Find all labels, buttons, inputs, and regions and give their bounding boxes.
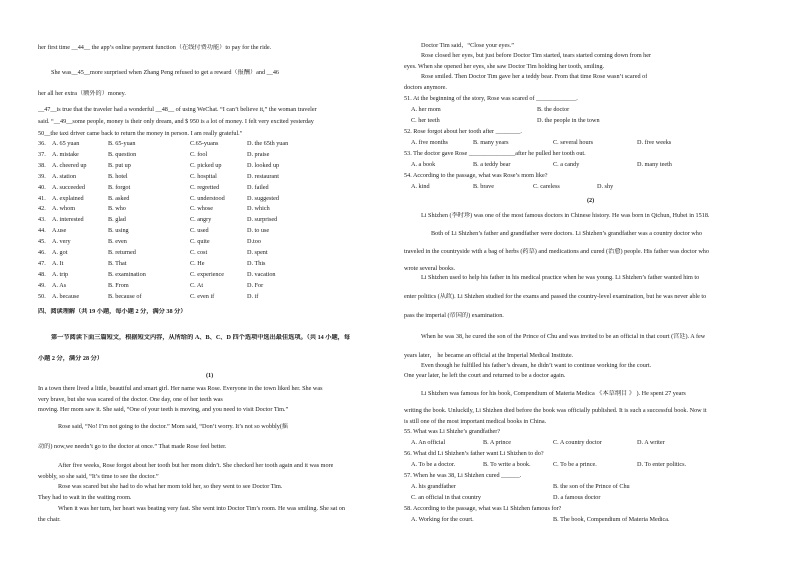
option-c: C. fool (190, 150, 208, 158)
option-c: C. whose (190, 205, 214, 213)
story-line: moving. Her mom saw it. She said, “One of your teeth is moving, and you need to visit Doctor Tim.” (38, 406, 289, 413)
answer-option: C. her teeth (411, 117, 440, 124)
story-line: Rose was scared but she had to do what her mom told her, so they went to see Doctor Tim. (58, 483, 283, 490)
answer-option: D. A writer (637, 439, 665, 446)
passage-line: wrote several books. (404, 265, 456, 272)
passage-line: One year later, he left the court and returned to be a doctor again. (404, 372, 566, 379)
passage-line-5: said. “__49__some people, money is their only dream, and $ 950 is a lot of money. I felt very excited yesterday (38, 118, 314, 125)
answer-option: A. An official (411, 439, 446, 446)
passage-line: Even though he fulfilled his father’s dream, he didn’t want to continue working for the court. (421, 362, 652, 369)
answer-option: C. To be a prince. (553, 461, 597, 468)
story-line: the chair. (38, 516, 61, 523)
option-number: 40. (38, 183, 46, 191)
story-line: When it was her turn, her heart was beating very fast. She went into Doctor Tim’s room. He was smiling. She sat on (58, 505, 345, 512)
option-d: D. This (247, 259, 266, 267)
answer-option: A. five months (411, 139, 448, 146)
answer-option: C. careless (533, 183, 560, 190)
option-d: D. which (247, 205, 270, 213)
option-number: 45. (38, 238, 46, 246)
passage-line: When he was 38, he cured the son of the Prince of Chu and was invited to be an official in that court (宫廷). A few (421, 333, 706, 340)
option-a: A. very (52, 238, 71, 246)
option-b: B. using (108, 227, 129, 235)
passage-line: years later， he became an official at the Imperial Medical Institute. (404, 352, 574, 359)
story-line: In a town there lived a little, beautiful and smart girl. Her name was Rose. Everyone in the town liked her. She was (38, 385, 323, 392)
option-number: 41. (38, 194, 46, 202)
option-c: C.65-yuans (190, 140, 219, 147)
option-d: D. failed (247, 183, 269, 191)
story-line: Doctor Tim said，“Close your eyes.” (421, 42, 514, 49)
option-c: C. quite (190, 238, 210, 246)
option-c: C. At (190, 281, 204, 289)
answer-option: A. her mom (411, 106, 441, 113)
option-number: 44. (38, 227, 46, 235)
option-c: C. hospital (190, 172, 217, 180)
option-d: D. if (247, 292, 259, 300)
passage-line-1: her first time __44__ the app’s online payment function（在线付费功能）to pay for the ride. (38, 44, 272, 51)
passage-number-2: (2) (587, 197, 595, 204)
answer-option: B. The book, Compendium of Materia Medica. (553, 516, 670, 523)
option-d: D. looked up (247, 161, 280, 169)
option-b: B. even (108, 238, 127, 246)
section-instruction-2: 小题 2 分，满分 28 分） (38, 355, 103, 362)
option-a: A. whom (52, 205, 76, 213)
answer-option: D. the people in the town (537, 117, 600, 124)
option-a: A. It (52, 259, 64, 267)
option-b: B. hotel (108, 172, 128, 180)
question-stem: 57. When he was 38, Li Shizhen cured ______. (404, 472, 522, 479)
passage-line: Both of Li Shizhen’s father and grandfather were doctors. Li Shizhen’s grandfather was a country doctor who (431, 230, 702, 237)
passage-line-3: her all her extra（额外的）money. (38, 90, 126, 97)
option-d: D. surprised (247, 216, 278, 224)
story-line: Rose smiled. Then Doctor Tim gave her a teddy bear. From that time Rose wasn’t scared of (421, 73, 648, 80)
question-stem: 53. The doctor gave Rose _______________after he pulled her tooth out. (404, 150, 586, 157)
option-d: D. For (247, 281, 264, 289)
answer-option: A. To be a doctor. (411, 461, 456, 468)
answer-option: D. a famous doctor (553, 494, 601, 501)
passage-line: Li Shizhen (李时珍) was one of the most famous doctors in Chinese history. He was born in Qichun, Hubei in 1518. (421, 212, 710, 219)
story-line: doctors anymore. (404, 84, 447, 91)
option-a: A. because (52, 292, 80, 300)
option-c: C. He (190, 259, 205, 267)
story-line: very brave, but she was scared of the doctor. One day, one of her teeth was (38, 396, 223, 403)
option-number: 39. (38, 172, 46, 180)
option-number: 46. (38, 249, 46, 256)
option-c: C. understood (190, 194, 225, 202)
option-number: 42. (38, 205, 46, 213)
question-stem: 58. According to the passage, what was Li Shizhen famous for? (404, 505, 562, 512)
option-d: D. spent (247, 249, 268, 256)
option-c: C. experience (190, 270, 225, 278)
option-b: B. because of (108, 292, 142, 300)
question-stem: 51. At the beginning of the story, Rose was scared of _____________. (404, 95, 578, 102)
option-b: B. who (108, 205, 126, 213)
answer-option: A. Working for the court. (411, 516, 474, 523)
option-b: B. That (108, 259, 127, 267)
option-a: A. 65 yuan (52, 140, 80, 147)
answer-option: D. shy (597, 183, 614, 190)
option-d: D. restaurant (247, 172, 279, 180)
question-stem: 56. What did Li Shizhen’s father want Li Shizhen to do? (404, 450, 544, 457)
option-a: A. station (52, 172, 77, 180)
option-a: A. As (52, 281, 67, 289)
passage-line: Li Shizhen was famous for his book, Compendium of Materia Medica 《本草纲目 》 ). He spent 27 years (421, 390, 686, 397)
option-b: B. examination (108, 270, 146, 278)
passage-line-2: She was__45__more surprised when Zhang Peng refused to get a reward（报酬）and __46 (51, 69, 280, 76)
answer-option: B. the doctor (537, 106, 570, 113)
option-a: A. succeeded (52, 183, 85, 191)
answer-option: B. brave (473, 183, 494, 190)
question-stem: 52. Rose forgot about her tooth after ________. (404, 128, 522, 135)
answer-option: C. a candy (553, 161, 580, 168)
passage-line: enter politics (从政). Li Shizhen studied for the exams and passed the country-level examination, but he was never able to (404, 293, 707, 300)
option-a: A.use (52, 227, 67, 235)
answer-option: B. To write a book. (483, 461, 531, 468)
story-line: 动的) now,we needn’t go to the doctor at once.” That made Rose feel better. (38, 443, 227, 450)
option-c: C. even if (190, 292, 215, 300)
answer-option: C. an official in that country (411, 494, 481, 501)
option-number: 49. (38, 281, 46, 289)
passage-line: Li Shizhen used to help his father in his medical practice when he was young. Li Shizhen’s father wanted him to (421, 274, 700, 281)
option-a: A. explained (52, 194, 84, 202)
option-number: 38. (38, 161, 46, 169)
option-c: C. angry (190, 216, 212, 224)
answer-option: C. several hours (553, 139, 594, 146)
answer-option: B. a teddy bear (473, 161, 511, 168)
question-stem: 55. What was Li Shizhe’s grandfather? (404, 428, 501, 435)
option-c: C. cost (190, 249, 208, 256)
passage-line-4: __47__is true that the traveler had a wonderful __48__ of using WeChat. “I can’t believe it,” the woman traveler (38, 106, 317, 113)
option-number: 48. (38, 270, 46, 278)
option-number: 47. (38, 259, 46, 267)
answer-option: B. many years (473, 139, 509, 146)
answer-option: D. To enter politics. (637, 461, 687, 468)
option-b: B. 65-yuan (108, 140, 136, 147)
passage-number-1: (1) (206, 372, 214, 379)
option-a: A. interested (52, 216, 84, 224)
answer-option: B. the son of the Prince of Chu (553, 483, 630, 490)
option-b: B. returned (108, 249, 136, 256)
option-d: D. the 65th yuan (247, 140, 289, 147)
option-a: A. cheered up (52, 161, 87, 169)
story-line: wobbly, so she said, “It’s time to see the doctor.” (38, 473, 159, 480)
option-d: D.too (247, 238, 261, 246)
answer-option: A. kind (411, 183, 430, 190)
option-b: B. forgot (108, 183, 131, 191)
section-instruction-1: 第一节阅读下面三篇短文，根据短文内容，从所给的 A、B、C、D 四个选项中选出最佳选项。（共 14 小题，每 (51, 334, 351, 341)
passage-line: writing the book. Unluckily, Li Shizhen died before the book was officially published. It is such a successful book. Now it (404, 407, 707, 414)
passage-line-6: 50__the taxi driver came back to return the money in person. I am really grateful.” (38, 130, 243, 137)
answer-option: C. A country doctor (553, 439, 602, 446)
answer-option: A. his grandfather (411, 483, 456, 490)
option-number: 43. (38, 216, 46, 224)
option-a: A. trip (52, 270, 69, 278)
option-a: A. mistake (52, 150, 79, 158)
answer-option: A. a book (411, 161, 436, 168)
answer-option: D. many teeth (637, 161, 672, 168)
option-d: D. suggested (247, 194, 279, 202)
option-d: D. praise (247, 150, 270, 158)
option-b: B. question (108, 150, 137, 158)
option-number: 50. (38, 292, 46, 300)
section-title: 四、阅读理解（共 19 小题，每小题 2 分，满分 38 分） (38, 308, 187, 315)
passage-line: pass the imperial (帝国的) examination. (404, 312, 504, 319)
option-c: C. used (190, 227, 209, 235)
story-line: eyes. When she opened her eyes, she saw Doctor Tim holding her tooth, smiling. (404, 63, 605, 70)
option-c: C. picked up (190, 161, 222, 169)
answer-option: D. five weeks (637, 139, 672, 146)
option-b: B. put up (108, 161, 131, 169)
option-number: 36. (38, 140, 46, 147)
story-line: Rose said, “No! I’m not going to the doctor.” Mom said, “Don’t worry. It’s not so wobbly(摇 (58, 423, 289, 430)
option-d: D. to use (247, 227, 270, 235)
passage-line: traveled in the countryside with a bag of herbs (药草) and medications and cured (治愈) people. His father was doctor who (404, 248, 709, 255)
story-line: After five weeks, Rose forgot about her tooth but her mom didn’t. She checked her tooth again and it was more (58, 462, 334, 469)
option-b: B. glad (108, 216, 126, 224)
option-b: B. asked (108, 194, 130, 202)
answer-option: B. A prince (483, 439, 512, 446)
option-d: D. vacation (247, 270, 276, 278)
option-c: C. regretted (190, 183, 220, 191)
story-line: Rose closed her eyes, but just before Doctor Tim started, tears started coming down from her (421, 52, 652, 59)
option-b: B. From (108, 281, 129, 289)
question-stem: 54. According to the passage, what was Rose’s mom like? (404, 172, 548, 179)
option-a: A. got (52, 249, 68, 256)
passage-line: is still one of the most important medical books in China. (404, 418, 547, 425)
option-number: 37. (38, 150, 46, 158)
story-line: They had to wait in the waiting room. (38, 494, 132, 501)
